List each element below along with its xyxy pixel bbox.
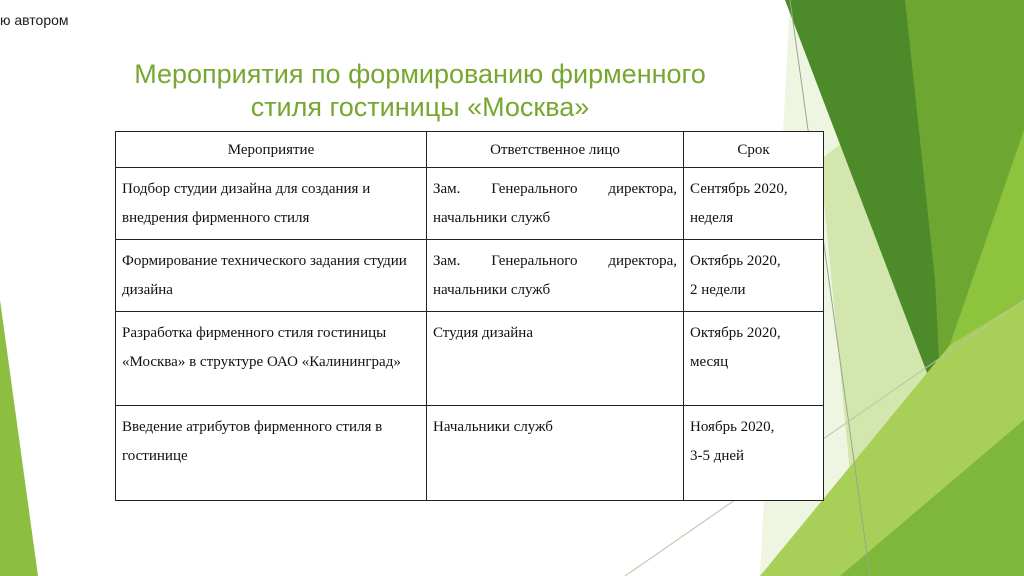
cell-event: Подбор студии дизайна для создания и внедрения фирменного стиля	[116, 168, 427, 240]
slide-title-line-1: Мероприятия по формированию фирменного	[134, 59, 706, 89]
table-row	[116, 168, 824, 240]
cell-deadline	[684, 312, 824, 406]
responsible-line: Зам. Генерального директора,	[433, 181, 677, 197]
table-header-row	[116, 132, 824, 168]
deadline-line: Ноябрь 2020,	[690, 419, 775, 435]
slide-title	[80, 58, 760, 124]
responsible-line: начальники служб	[433, 210, 551, 226]
table-row	[116, 240, 824, 312]
cell-deadline	[684, 406, 824, 501]
cell-event: Формирование технического задания студии дизайна	[116, 240, 427, 312]
slide-title-line-2: стиля гостиницы «Москва»	[250, 92, 590, 122]
cell-responsible	[427, 168, 684, 240]
deadline-line: 3-5 дней	[690, 448, 745, 464]
corner-note: ю автором	[0, 12, 69, 28]
deadline-line: 2 недели	[690, 282, 746, 298]
cell-responsible	[427, 240, 684, 312]
deadline-line: Октябрь 2020,	[690, 325, 781, 341]
deadline-line: Сентябрь 2020,	[690, 181, 788, 197]
deadline-line: месяц	[690, 354, 729, 370]
deadline-line: Октябрь 2020,	[690, 253, 781, 269]
cell-event: Введение атрибутов фирменного стиля в гостинице	[116, 406, 427, 501]
cell-responsible	[427, 312, 684, 406]
header-event: Мероприятие	[116, 132, 427, 168]
table-row	[116, 312, 824, 406]
events-table	[115, 131, 824, 501]
cell-responsible	[427, 406, 684, 501]
header-responsible: Ответственное лицо	[427, 132, 684, 168]
responsible-line: Начальники служб	[433, 419, 553, 435]
left-green-facet	[0, 300, 38, 576]
cell-event: Разработка фирменного стиля гостиницы «Москва» в структуре ОАО «Калининград»	[116, 312, 427, 406]
responsible-line: Студия дизайна	[433, 325, 533, 341]
deadline-line: неделя	[690, 210, 734, 226]
header-deadline: Срок	[684, 132, 824, 168]
cell-deadline	[684, 168, 824, 240]
responsible-line: начальники служб	[433, 282, 551, 298]
responsible-line: Зам. Генерального директора,	[433, 253, 677, 269]
cell-deadline	[684, 240, 824, 312]
table-row	[116, 406, 824, 501]
